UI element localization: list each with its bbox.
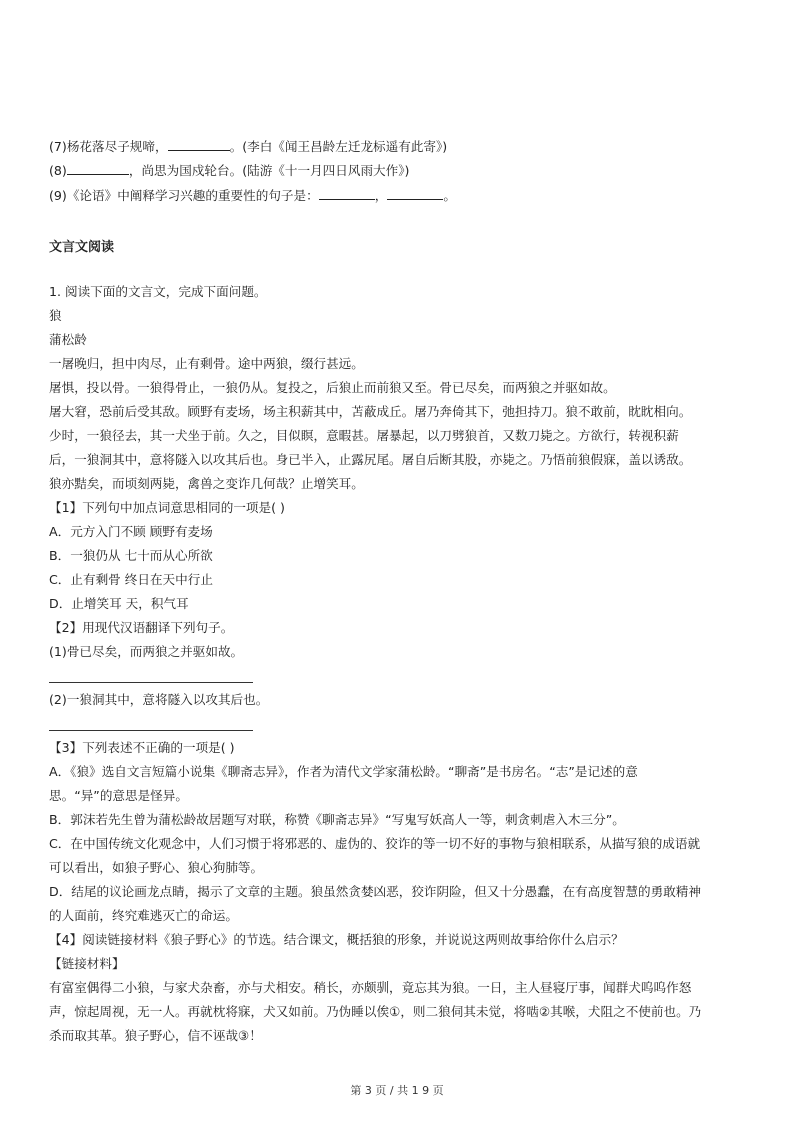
q9-after: 。 (443, 188, 456, 203)
sub1-option-a[interactable]: A．元方入门不顾 顾野有麦场 (49, 524, 213, 539)
sub4-prompt: 【4】阅读链接材料《狼子野心》的节选。结合课文，概括狼的形象，并说说这两则故事给你什么启示？ (49, 932, 624, 947)
material-label: 【链接材料】 (49, 956, 125, 971)
passage-author: 蒲松龄 (49, 332, 87, 347)
question-intro: 1. 阅读下面的文言文，完成下面问题。 (49, 284, 267, 299)
sub1-option-b[interactable]: B．一狼仍从 七十而从心所欲 (49, 548, 213, 563)
fill-blank-q8 (49, 162, 749, 179)
passage-line: 一屠晚归，担中肉尽，止有剩骨。途中两狼，缀行甚远。 (49, 356, 364, 371)
answer-line-2[interactable] (49, 730, 253, 731)
fill-blank-q9 (49, 187, 749, 204)
fill-blank-q7 (49, 138, 749, 155)
passage-line: 屠惧，投以骨。一狼得骨止，一狼仍从。复投之，后狼止而前狼又至。骨已尽矣，而两狼之并驱如故。 (49, 380, 616, 395)
sub3-line[interactable]: A．《狼》选自文言短篇小说集《聊斋志异》，作者为清代文学家蒲松龄。“聊斋”是书房名。“志”是记述的意 (49, 764, 638, 779)
q7-after: 。(李白《闻王昌龄左迁龙标遥有此寄》) (229, 139, 448, 154)
sub3-line[interactable]: B．郭沫若先生曾为蒲松龄故居题写对联，称赞《聊斋志异》“写鬼写妖高人一等，刺贪刺虐入木三分”。 (49, 812, 625, 827)
q8-before: (8) (49, 163, 67, 178)
sub2-item-2: (2)一狼洞其中，意将隧入以攻其后也。 (49, 692, 269, 707)
material-line: 杀而取其革。狼子野心，信不诬哉③！ (49, 1028, 262, 1043)
sub2-item-1: (1)骨已尽矣，而两狼之并驱如故。 (49, 644, 244, 659)
q9-blank-1[interactable] (319, 187, 375, 200)
page-number: 第 3 页 / 共 1 9 页 (350, 1084, 444, 1097)
passage-line: 屠大窘，恐前后受其敌。顾野有麦场，场主积薪其中，苫蔽成丘。屠乃奔倚其下，弛担持刀。狼不敢前，眈眈相向。 (49, 404, 692, 419)
q9-before: (9)《论语》中阐释学习兴趣的重要性的句子是： (49, 188, 319, 203)
sub1-option-c[interactable]: C．止有剩骨 终日在天中行止 (49, 572, 213, 587)
q7-before: (7)杨花落尽子规啼， (49, 139, 168, 154)
q9-middle: ， (374, 188, 388, 203)
passage-line: 狼亦黠矣，而顷刻两毙，禽兽之变诈几何哉？止增笑耳。 (49, 476, 364, 491)
section-title: 文言文阅读 (49, 240, 115, 255)
answer-line-1[interactable] (49, 682, 253, 683)
passage-line: 后，一狼洞其中，意将隧入以攻其后也。身已半入，止露尻尾。屠自后断其股，亦毙之。乃悟前狼假寐，盖以诱敌。 (49, 452, 692, 467)
q8-blank[interactable] (67, 162, 129, 175)
passage-line: 少时，一狼径去，其一犬坐于前。久之，目似瞑，意暇甚。屠暴起，以刀劈狼首，又数刀毙之。方欲行，转视积薪 (49, 428, 679, 443)
q9-blank-2[interactable] (387, 187, 443, 200)
sub3-line[interactable]: 思。“异”的意思是怪异。 (49, 788, 188, 803)
q8-after: ，尚思为国戍轮台。(陆游《十一月四日风雨大作》) (128, 163, 410, 178)
material-line: 有富室偶得二小狼，与家犬杂畜，亦与犬相安。稍长，亦颇驯，竟忘其为狼。一日，主人昼寝厅事，闻群犬呜呜作怒 (49, 980, 692, 995)
sub3-line[interactable]: C．在中国传统文化观念中，人们习惯于将邪恶的、虚伪的、狡诈的等一切不好的事物与狼相联系，从描写狼的成语就 (49, 836, 701, 851)
sub3-line[interactable]: 的人面前，终究难逃灭亡的命运。 (49, 908, 238, 923)
sub1-prompt: 【1】下列句中加点词意思相同的一项是( ) (49, 500, 285, 515)
passage-title: 狼 (49, 308, 62, 323)
sub3-prompt: 【3】下列表述不正确的一项是( ) (49, 740, 235, 755)
sub1-option-d[interactable]: D．止增笑耳 天，积气耳 (49, 596, 189, 611)
sub2-prompt: 【2】用现代汉语翻译下列句子。 (49, 620, 234, 635)
sub3-line[interactable]: 可以看出，如狼子野心、狼心狗肺等。 (49, 860, 264, 875)
q7-blank[interactable] (168, 138, 230, 151)
material-line: 声，惊起周视，无一人。再就枕将寐，犬又如前。乃伪睡以俟①，则二狼伺其未觉，将啮②其喉，犬阻之不使前也。乃 (49, 1004, 702, 1019)
sub3-line[interactable]: D．结尾的议论画龙点睛，揭示了文章的主题。狼虽然贪婪凶恶，狡诈阴险，但又十分愚蠢，在有高度智慧的勇敢精神 (49, 884, 701, 899)
